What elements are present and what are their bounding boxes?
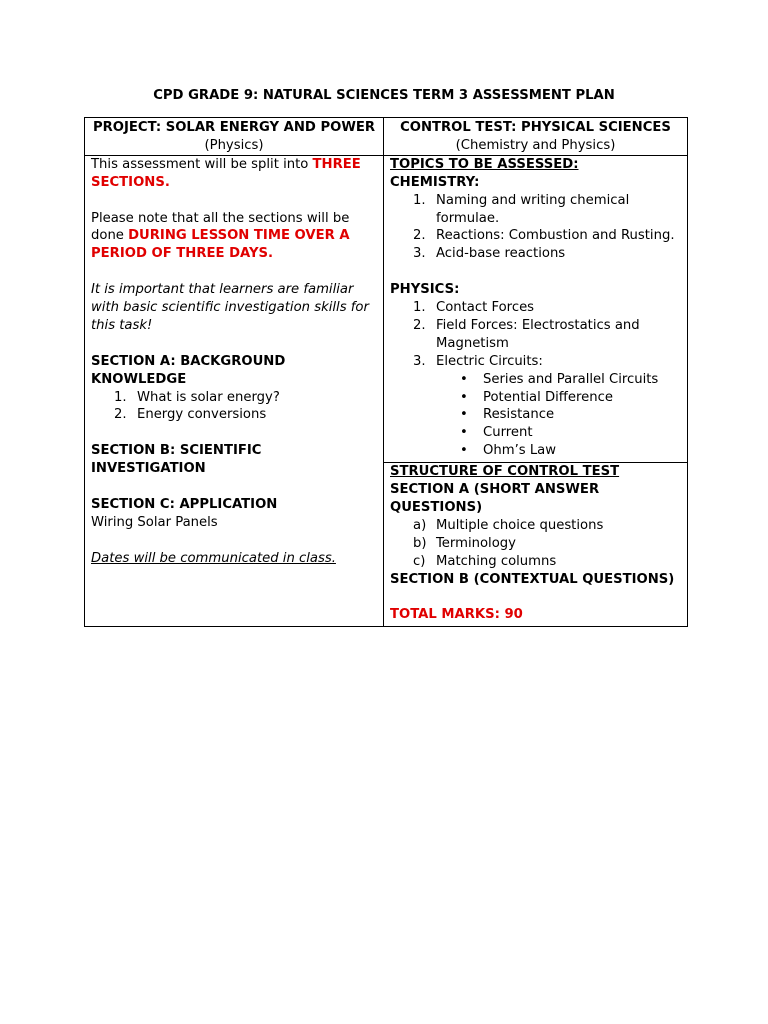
control-test-header-cell [384,118,688,156]
assessment-plan-table [84,117,688,627]
bullet-icon: • [460,389,468,405]
table-header-row [85,118,688,156]
dates-note: Dates will be communicated in class. [91,550,336,566]
total-marks: TOTAL MARKS: 90 [390,607,523,623]
list-item: 2. Reactions: Combustion and Rusting. [413,228,675,244]
project-details-cell [85,155,384,627]
list-item: • Resistance [460,407,555,423]
section-b-title: SECTION B: SCIENTIFIC INVESTIGATION [91,443,262,477]
structure-title: STRUCTURE OF CONTROL TEST [390,464,620,480]
list-item: 1. Naming and writing chemical formulae. [413,192,630,226]
list-item: 3. Electric Circuits: [413,353,543,369]
section-a-list [91,389,377,425]
list-item: b) Terminology [413,535,516,551]
list-item: c) Matching columns [413,553,557,569]
table-body-row-1 [85,155,688,462]
chemistry-title: CHEMISTRY: [390,174,480,190]
project-note-text: Please note that all the sections will be done [91,210,350,244]
project-heading: PROJECT: SOLAR ENERGY AND POWER [92,120,376,135]
page-title: CPD GRADE 9: NATURAL SCIENCES TERM 3 ASSESSMENT PLAN [153,88,615,103]
structure-section-b-title: SECTION B (CONTEXTUAL QUESTIONS) [390,571,675,587]
topics-title: TOPICS TO BE ASSESSED: [390,156,579,172]
list-item: • Series and Parallel Circuits [460,371,659,387]
list-item: 2. Field Forces: Electrostatics and Magnetism [413,317,640,351]
list-item: 3. Acid-base reactions [413,246,566,262]
bullet-icon: • [460,407,468,423]
control-test-heading: CONTROL TEST: PHYSICAL SCIENCES [400,120,671,135]
bullet-icon: • [460,371,468,387]
structure-section-a-list [390,517,681,571]
project-subheading: (Physics) [204,137,264,153]
list-item: a) Multiple choice questions [413,517,604,533]
chemistry-list [390,192,681,264]
section-c-title: SECTION C: APPLICATION [91,496,278,512]
list-item: • Ohm’s Law [460,443,557,459]
list-item: • Current [460,425,533,441]
list-item: 2. Energy conversions [114,407,267,423]
project-note-highlight: DURING LESSON TIME OVER A PERIOD OF THREE DAYS. [91,228,350,262]
project-header-cell [85,118,384,156]
project-intro-highlight: THREE SECTIONS. [91,156,361,190]
list-item: • Potential Difference [460,389,613,405]
section-a-title: SECTION A: BACKGROUND KNOWLEDGE [91,353,286,387]
skills-note: It is important that learners are familiar with basic scientific investigation skills for this task! [91,282,369,333]
section-c-text: Wiring Solar Panels [91,514,218,530]
control-test-subheading: (Chemistry and Physics) [455,137,616,153]
physics-title: PHYSICS: [390,282,460,298]
list-item: 1. What is solar energy? [114,389,280,405]
bullet-icon: • [460,443,468,459]
structure-cell [384,463,688,627]
bullet-icon: • [460,425,468,441]
project-intro [91,156,377,192]
list-item: 1. Contact Forces [413,300,535,316]
project-intro-text: This assessment will be split into [91,156,313,172]
physics-list [390,299,681,371]
electric-circuits-list [390,371,681,461]
project-note [91,210,377,264]
structure-section-a-title: SECTION A (SHORT ANSWER QUESTIONS) [390,482,600,516]
topics-cell [384,155,688,462]
